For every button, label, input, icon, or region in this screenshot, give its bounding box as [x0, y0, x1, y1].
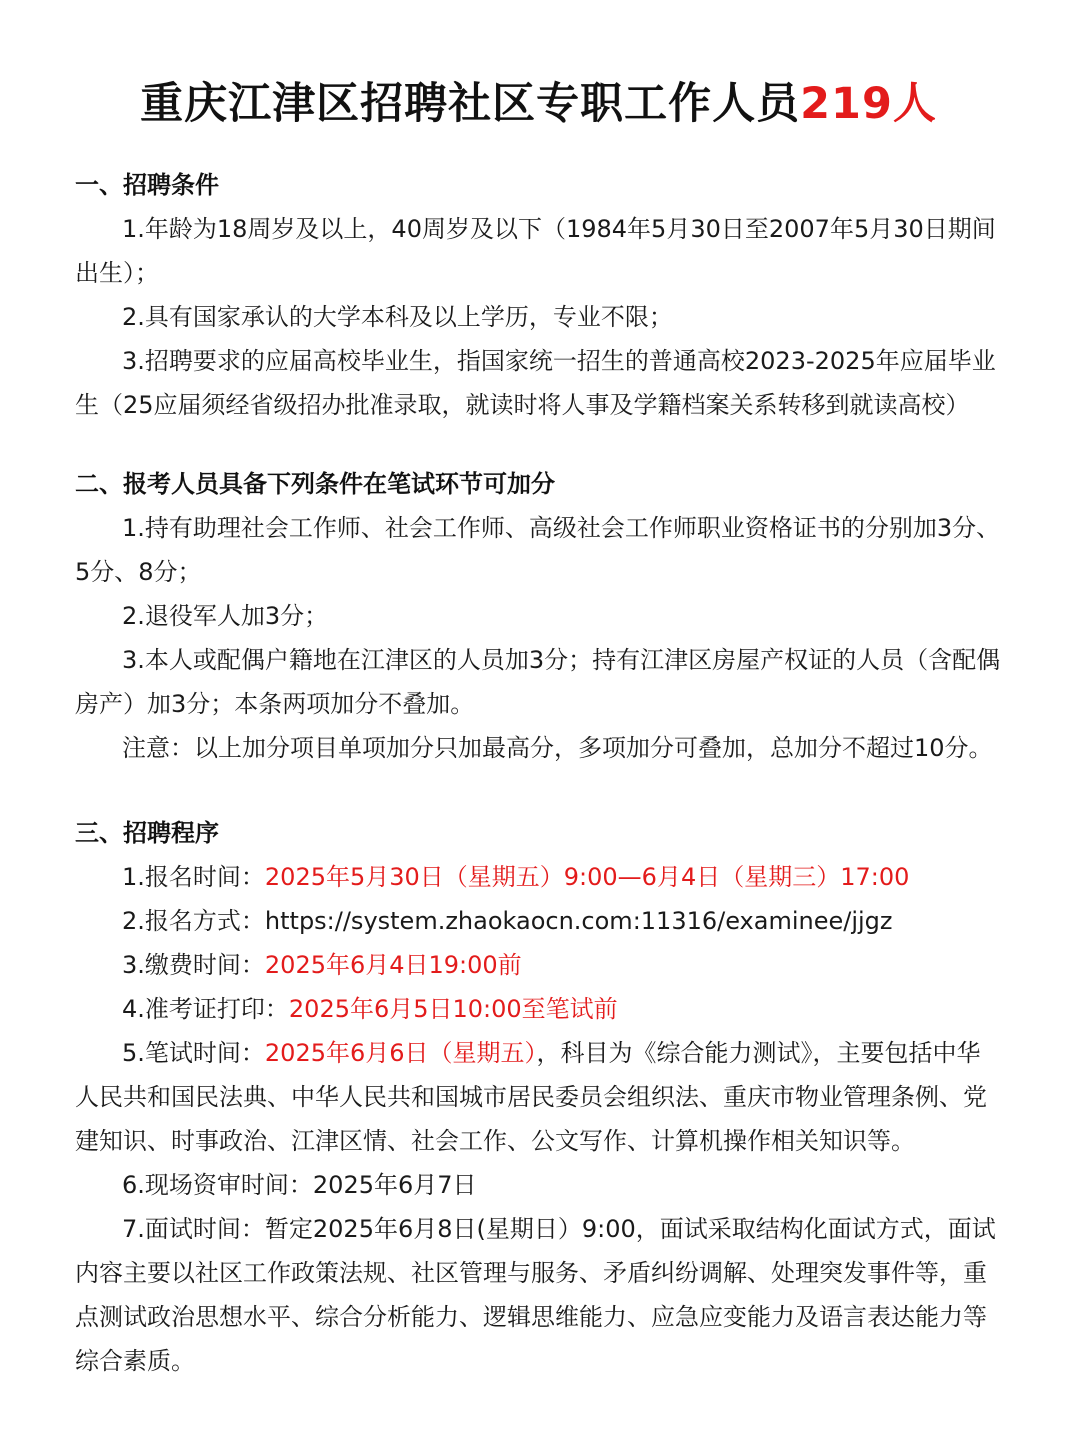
item-label: 5.笔试时间：	[122, 1039, 265, 1067]
section-requirements	[75, 163, 1002, 427]
procedure-item-written-exam	[75, 1031, 1002, 1163]
item-value: 2025年6月5日10:00至笔试前	[288, 995, 618, 1023]
procedure-item-registration-time	[75, 855, 1002, 899]
item-detail: ，科目为《综合能力测试》，主要包括中华人民共和国民法典、中华人民共和国城市居民委员会组织法、重庆市物业管理条例、党建知识、时事政治、江津区情、社会工作、公文写作、计算机操作相关知识等。	[75, 1039, 987, 1155]
requirement-item: 1.年龄为18周岁及以上，40周岁及以下（1984年5月30日至2007年5月30日期间出生）；	[75, 215, 996, 287]
page-title	[75, 0, 1002, 129]
procedure-item-interview: 7.面试时间：暂定2025年6月8日(星期日）9:00，面试采取结构化面试方式，面试内容主要以社区工作政策法规、社区管理与服务、矛盾纠纷调解、处理突发事件等，重点测试政治思想水平、综合分析能力、逻辑思维能力、应急应变能力及语言表达能力等综合素质。	[75, 1215, 996, 1375]
title-highlight: 219人	[800, 79, 937, 129]
section-heading: 一、招聘条件	[75, 171, 219, 199]
item-value: 2025年6月7日	[312, 1171, 477, 1199]
procedure-item-registration-method	[75, 899, 1002, 943]
procedure-item-payment-time	[75, 943, 1002, 987]
bonus-item: 2.退役军人加3分；	[122, 602, 329, 630]
bonus-note: 注意：以上加分项目单项加分只加最高分，多项加分可叠加，总加分不超过10分。	[122, 734, 993, 762]
requirement-item: 2.具有国家承认的大学本科及以上学历，专业不限；	[122, 303, 673, 331]
section-procedure	[75, 811, 1002, 1383]
procedure-item-admit-card	[75, 987, 1002, 1031]
section-bonus-points	[75, 462, 1002, 770]
section-heading: 三、招聘程序	[75, 819, 219, 847]
procedure-item-qualification-review	[75, 1163, 1002, 1207]
item-value: 2025年6月6日（星期五）	[264, 1039, 537, 1067]
item-label: 6.现场资审时间：	[122, 1171, 313, 1199]
item-label: 2.报名方式：	[122, 907, 265, 935]
requirement-item: 3.招聘要求的应届高校毕业生，指国家统一招生的普通高校2023-2025年应届毕业生（25应届须经省级招办批准录取，就读时将人事及学籍档案关系转移到就读高校）	[75, 347, 996, 419]
section-heading: 二、报考人员具备下列条件在笔试环节可加分	[75, 470, 555, 498]
item-value: 2025年6月4日19:00前	[264, 951, 522, 979]
title-main: 重庆江津区招聘社区专职工作人员	[140, 79, 801, 129]
item-label: 3.缴费时间：	[122, 951, 265, 979]
registration-url: https://system.zhaokaocn.com:11316/examinee/jjgz	[264, 907, 893, 935]
bonus-item: 1.持有助理社会工作师、社会工作师、高级社会工作师职业资格证书的分别加3分、5分、8分；	[75, 514, 1001, 586]
item-label: 1.报名时间：	[122, 863, 265, 891]
item-label: 4.准考证打印：	[122, 995, 289, 1023]
item-value: 2025年5月30日（星期五）9:00—6月4日（星期三）17:00	[264, 863, 910, 891]
bonus-item: 3.本人或配偶户籍地在江津区的人员加3分；持有江津区房屋产权证的人员（含配偶房产）加3分；本条两项加分不叠加。	[75, 646, 1001, 718]
